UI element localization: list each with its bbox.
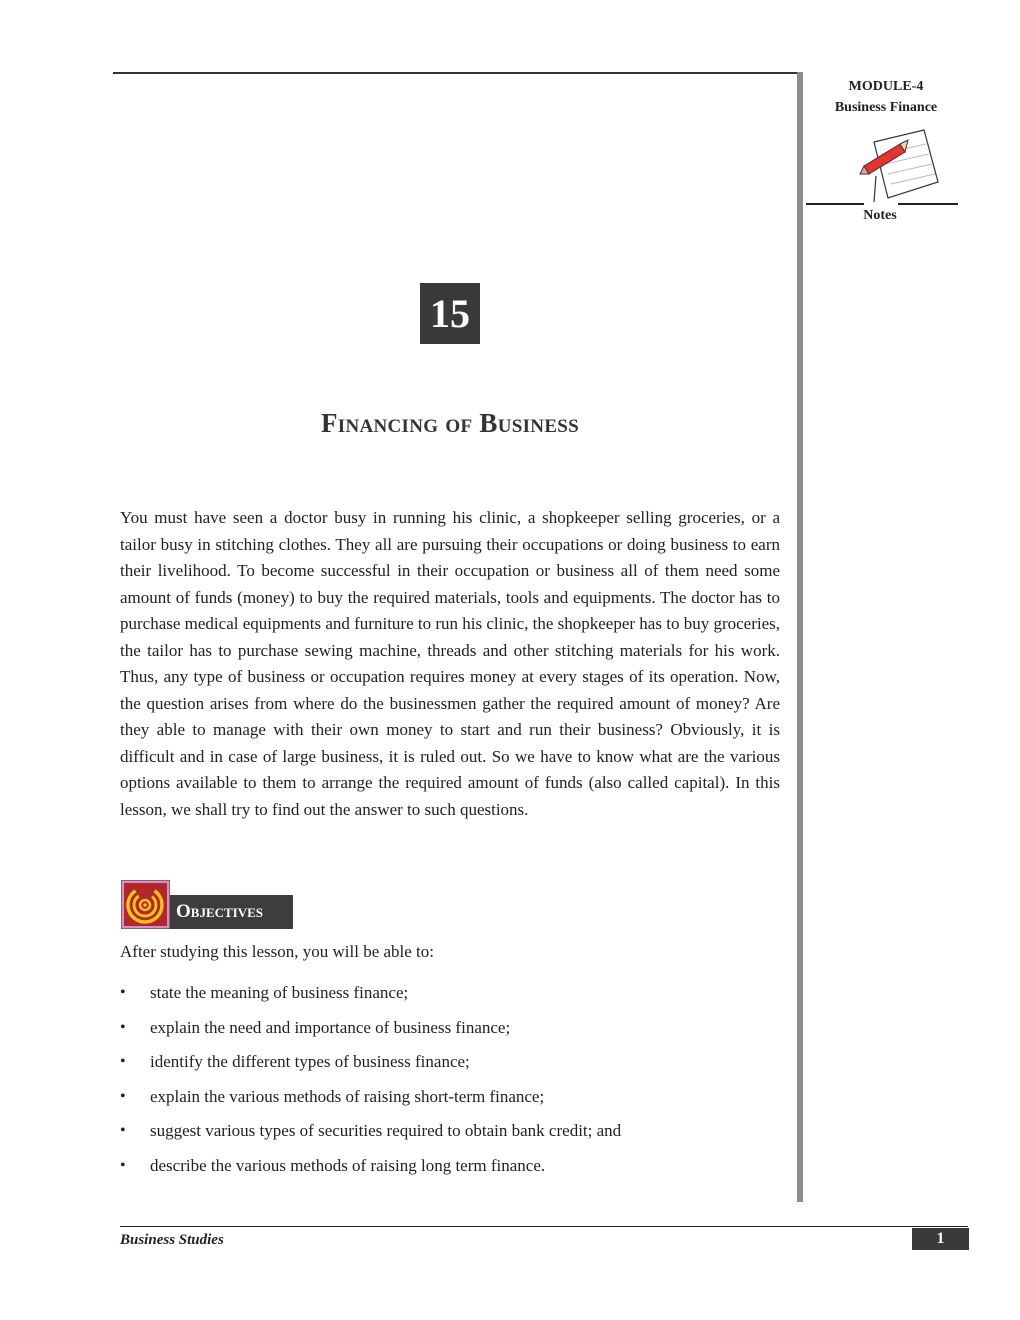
objectives-lead: After studying this lesson, you will be able to: bbox=[120, 942, 434, 961]
objective-text: describe the various methods of raising long term finance. bbox=[150, 1155, 546, 1175]
objective-text: state the meaning of business finance; bbox=[150, 983, 409, 1002]
footer-title: Business Studies bbox=[120, 1232, 224, 1248]
page-number: 1 bbox=[912, 1228, 969, 1250]
objectives-heading: Objectives bbox=[170, 895, 293, 929]
margin-bar bbox=[797, 72, 803, 1202]
module-subtitle: Business Finance bbox=[834, 100, 938, 115]
notes-rule-left bbox=[806, 203, 864, 205]
objective-text: suggest various types of securities required to obtain bank credit; and bbox=[150, 1121, 622, 1141]
bullet: • bbox=[120, 1156, 126, 1174]
top-rule bbox=[113, 72, 799, 74]
bullet: • bbox=[120, 1122, 126, 1140]
bullet: • bbox=[120, 1018, 126, 1036]
module-header bbox=[806, 76, 966, 118]
objective-text: explain the various methods of raising short-term finance; bbox=[150, 1086, 545, 1106]
notes-rule-right bbox=[898, 203, 958, 205]
target-icon bbox=[121, 880, 170, 929]
objective-text: identify the different types of business finance; bbox=[150, 1052, 470, 1072]
bullet: • bbox=[120, 1053, 126, 1071]
objective-text: explain the need and importance of business finance; bbox=[150, 1017, 511, 1037]
notes-label: Notes bbox=[863, 208, 897, 223]
intro-paragraph: You must have seen a doctor busy in running his clinic, a shopkeeper selling groceries, or a tailor busy in stitching clothes. They all are pursuing their occupations or doing business to earn their livelihood. To become successful in their occupation or business all of them need some amount of funds (money) to buy the required materials, tools and equipments. The doctor has to purchase medical equipments and furniture to run his clinic, the shopkeeper has to buy groceries, the tailor has to purchase sewing machine, threads and other stitching materials for his work. Thus, any type of business or occupation requires money at every stages of its operation. Now, the question arises from where do the businessmen gather the required amount of money? Are they able to manage with their own money to start and run their business? Obviously, it is difficult and in case of large business, it is ruled out. So we have to know what are the various options available to them to arrange the required amount of funds (also called capital). In this lesson, we shall try to find out the answer to such questions. bbox=[120, 508, 780, 819]
chapter-number: 15 bbox=[420, 283, 480, 344]
footer-rule bbox=[120, 1226, 968, 1227]
notepad-pencil-icon bbox=[852, 128, 942, 204]
chapter-title: Financing of Business bbox=[320, 408, 580, 438]
module-number: MODULE-4 bbox=[848, 79, 924, 94]
bullet: • bbox=[120, 1087, 126, 1105]
bullet: • bbox=[120, 984, 126, 1001]
